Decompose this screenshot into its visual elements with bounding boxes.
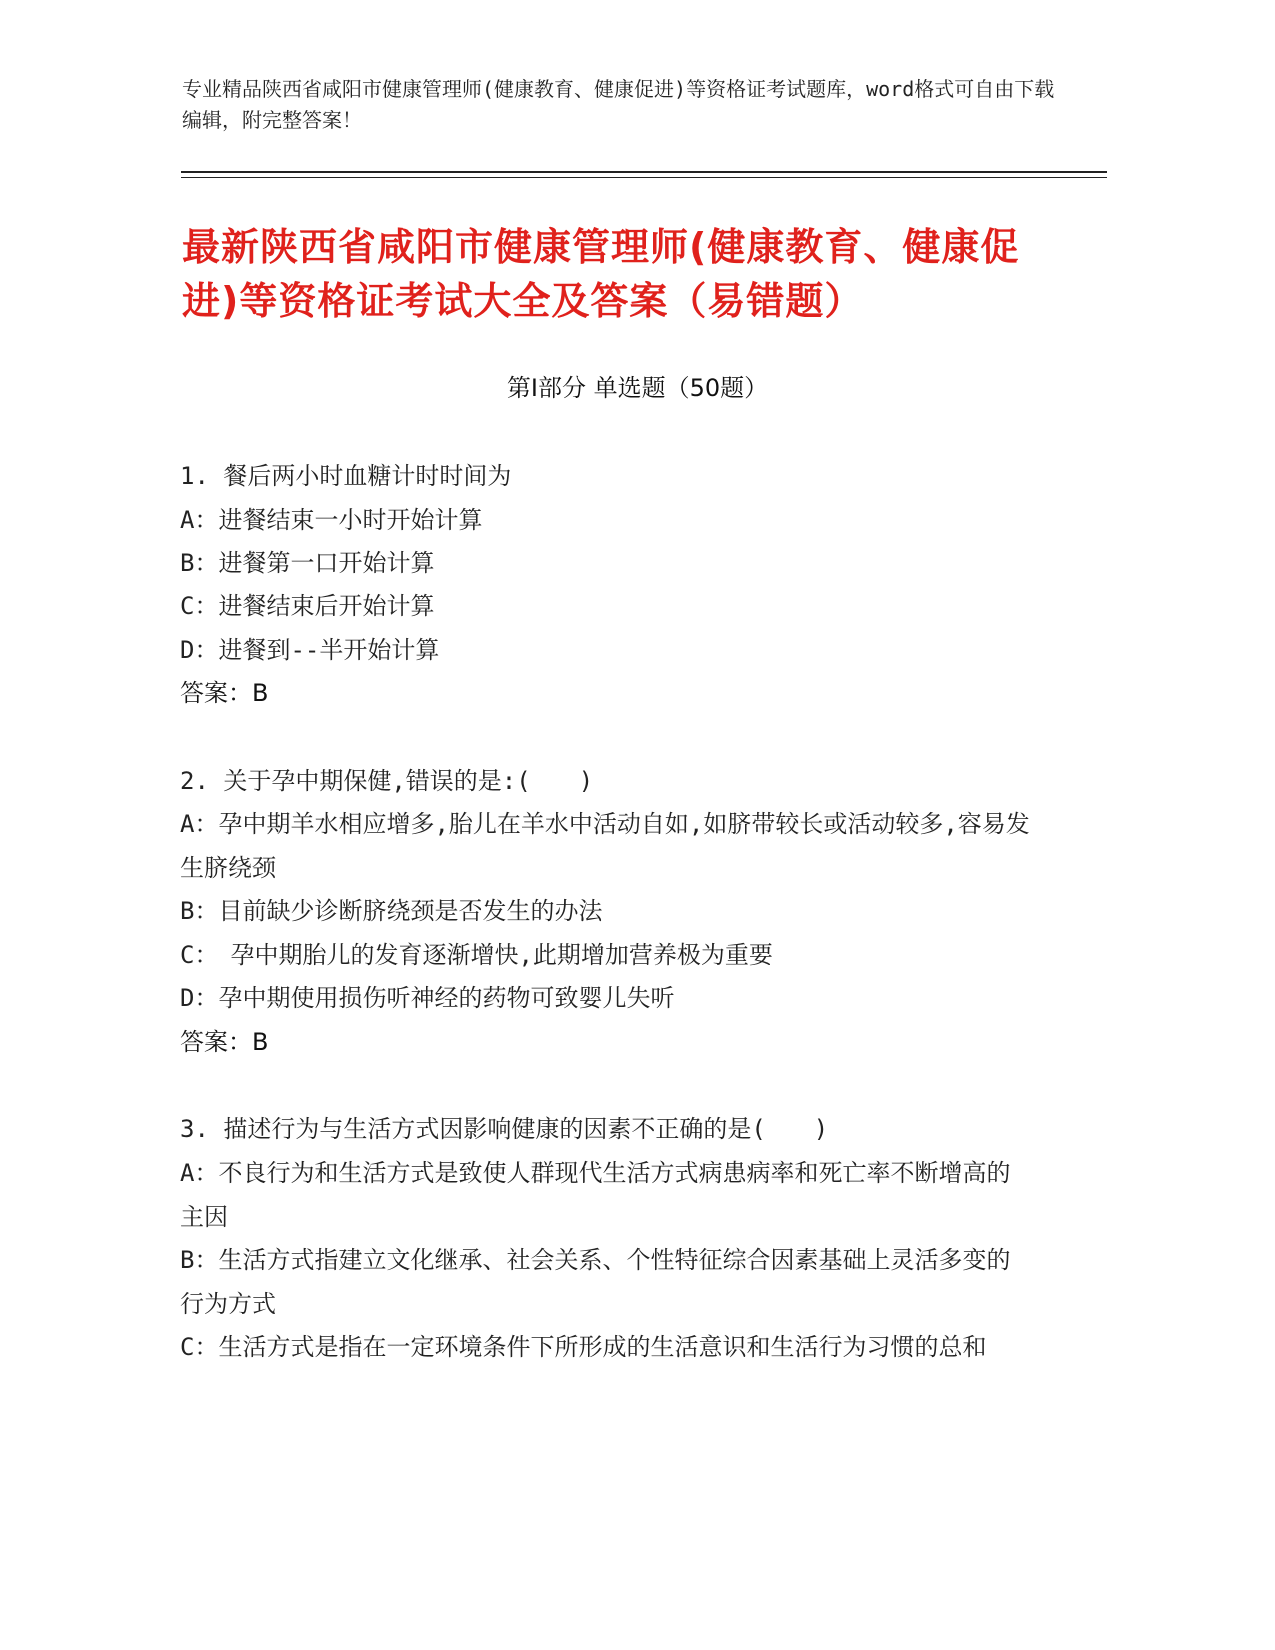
question-1-text: 1. 餐后两小时血糖计时时间为 — [180, 462, 512, 490]
question-3-option-a: A：不良行为和生活方式是致使人群现代生活方式病患病率和死亡率不断增高的主因 — [180, 1159, 1011, 1231]
question-3-option-c: C：生活方式是指在一定环境条件下所形成的生活意识和生活行为习惯的总和 — [180, 1333, 987, 1361]
header-divider-thin — [181, 177, 1107, 178]
question-2-answer: 答案：B — [180, 1028, 269, 1056]
question-2-option-a: A：孕中期羊水相应增多,胎儿在羊水中活动自如,如脐带较长或活动较多,容易发生脐绕颈 — [180, 810, 1030, 882]
question-2-option-b: B：目前缺少诊断脐绕颈是否发生的办法 — [180, 897, 603, 925]
header-divider-thick — [181, 171, 1107, 173]
question-1-option-c: C：进餐结束后开始计算 — [180, 592, 435, 620]
question-1-answer: 答案：B — [180, 679, 269, 707]
question-2-text: 2. 关于孕中期保健,错误的是:( ) — [180, 767, 594, 795]
question-3-text: 3. 描述行为与生活方式因影响健康的因素不正确的是( ) — [180, 1115, 829, 1143]
question-1-option-a: A：进餐结束一小时开始计算 — [180, 506, 483, 534]
document-title: 最新陕西省咸阳市健康管理师(健康教育、健康促进)等资格证考试大全及答案（易错题） — [182, 225, 1020, 323]
question-1-option-d: D：进餐到--半开始计算 — [180, 636, 440, 664]
question-2-option-d: D：孕中期使用损伤听神经的药物可致婴儿失听 — [180, 984, 675, 1012]
section-title: 第Ⅰ部分 单选题（50题） — [506, 374, 769, 402]
question-2-option-c: C： 孕中期胎儿的发育逐渐增快,此期增加营养极为重要 — [180, 941, 773, 969]
question-3-option-b: B：生活方式指建立文化继承、社会关系、个性特征综合因素基础上灵活多变的行为方式 — [180, 1246, 1011, 1318]
question-1-option-b: B：进餐第一口开始计算 — [180, 549, 435, 577]
header-note: 专业精品陕西省咸阳市健康管理师(健康教育、健康促进)等资格证考试题库，word格式可自由下载编辑，附完整答案！ — [182, 77, 1055, 132]
